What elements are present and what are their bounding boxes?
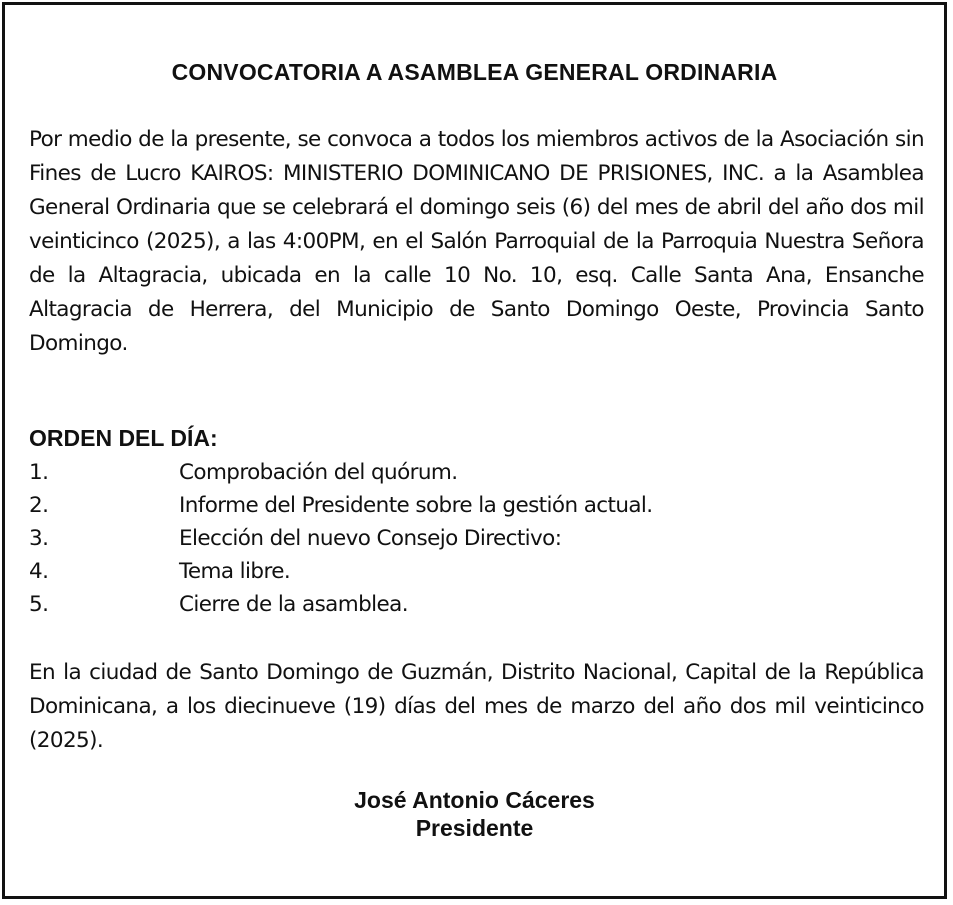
signatory-role: Presidente (415, 815, 534, 841)
agenda-heading: ORDEN DEL DÍA: (29, 425, 218, 451)
agenda-item-number: 4. (29, 559, 49, 584)
signature-block (5, 786, 944, 842)
closing-paragraph: En la ciudad de Santo Domingo de Guzmán, Distrito Nacional, Capital de la República Dominicana, a los diecinueve (19) días del mes de marzo del año dos mil veinticinco (2025). (29, 660, 924, 753)
agenda-item-number: 5. (29, 592, 49, 617)
intro-paragraph: Por medio de la presente, se convoca a todos los miembros activos de la Asociación sin Fines de Lucro KAIROS: MINISTERIO DOMINICANO DE PRISIONES, INC. a la Asamblea General Ordinaria que se celebrará el domingo seis (6) del mes de abril del año dos mil veinticinco (2025), a las 4:00PM, en el Salón Parroquial de la Parroquia Nuestra Señora de la Altagracia, ubicada en la calle 10 No. 10, esq. Calle Santa Ana, Ensanche Altagracia de Herrera, del Municipio de Santo Domingo Oeste, Provincia Santo Domingo. (29, 127, 924, 356)
agenda-item-number: 3. (29, 526, 49, 551)
agenda-item (29, 588, 653, 621)
agenda-list (29, 456, 653, 621)
notice-title: CONVOCATORIA A ASAMBLEA GENERAL ORDINARIA (171, 59, 778, 85)
agenda-item-text: Comprobación del quórum. (179, 460, 458, 485)
agenda-item-text: Cierre de la asamblea. (179, 592, 408, 617)
agenda-item-text: Elección del nuevo Consejo Directivo: (179, 526, 562, 551)
agenda-item-number: 1. (29, 460, 49, 485)
agenda-item-number: 2. (29, 493, 49, 518)
agenda-item-text: Informe del Presidente sobre la gestión actual. (179, 493, 653, 518)
agenda-item (29, 489, 653, 522)
notice-frame (2, 2, 947, 899)
agenda-item-text: Tema libre. (179, 559, 291, 584)
signatory-name: José Antonio Cáceres (354, 787, 595, 813)
agenda-item (29, 522, 653, 555)
agenda-item (29, 456, 653, 489)
agenda-item (29, 555, 653, 588)
